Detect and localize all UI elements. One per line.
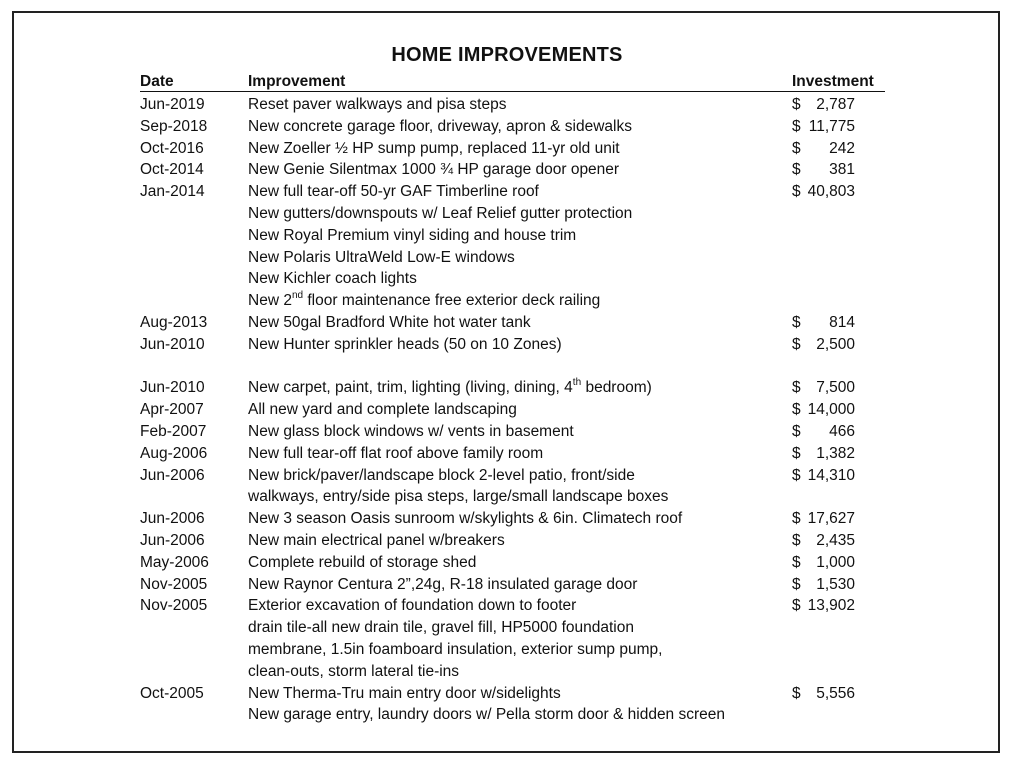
column-header-improvement: Improvement [248, 73, 346, 90]
row-improvement: New concrete garage floor, driveway, apron & sidewalks [248, 117, 632, 135]
row-improvement: Reset paver walkways and pisa steps [248, 96, 507, 113]
investment-amount: 11,775 [808, 117, 855, 135]
table-row [0, 508, 1014, 530]
row-improvement: New 2nd floor maintenance free exterior deck railing [248, 290, 601, 310]
currency-symbol: $ [792, 444, 801, 462]
row-improvement: New main electrical panel w/breakers [248, 531, 505, 549]
row-improvement: walkways, entry/side pisa steps, large/small landscape boxes [248, 488, 669, 506]
table-row [0, 421, 1014, 443]
row-improvement: membrane, 1.5in foamboard insulation, exterior sump pump, [248, 640, 663, 658]
investment-amount: 40,803 [807, 183, 855, 201]
table-row [0, 94, 1014, 116]
table-row [0, 138, 1014, 160]
investment-amount: 814 [829, 313, 855, 331]
table-row [0, 595, 1014, 617]
row-improvement: New Hunter sprinkler heads (50 on 10 Zones) [248, 335, 562, 353]
investment-amount: 381 [829, 161, 855, 179]
row-date: Apr-2007 [140, 401, 204, 419]
currency-symbol: $ [792, 401, 801, 419]
currency-symbol: $ [792, 510, 801, 528]
row-improvement: New carpet, paint, trim, lighting (living, dining, 4th bedroom) [248, 377, 652, 397]
currency-symbol: $ [792, 575, 801, 593]
currency-symbol: $ [792, 335, 801, 353]
row-date: Jun-2019 [140, 96, 205, 113]
table-row [0, 159, 1014, 181]
investment-amount: 2,500 [816, 335, 855, 353]
investment-amount: 17,627 [807, 510, 855, 528]
currency-symbol: $ [792, 96, 801, 113]
column-header-investment: Investment [792, 73, 874, 90]
row-improvement: New brick/paver/landscape block 2-level patio, front/side [248, 466, 635, 484]
investment-amount: 14,000 [807, 401, 855, 419]
currency-symbol: $ [792, 313, 801, 331]
table-row [0, 617, 1014, 639]
currency-symbol: $ [792, 597, 801, 615]
table-row [0, 465, 1014, 487]
row-date: Aug-2006 [140, 444, 208, 462]
table-row [0, 181, 1014, 203]
row-improvement: New gutters/downspouts w/ Leaf Relief gutter protection [248, 204, 633, 222]
row-date: Nov-2005 [140, 575, 208, 593]
row-date: Aug-2013 [140, 313, 208, 331]
row-spacer [0, 356, 1014, 378]
currency-symbol: $ [792, 183, 801, 201]
table-row [0, 203, 1014, 225]
row-date: Jun-2006 [140, 531, 205, 549]
table-row [0, 334, 1014, 356]
investment-amount: 1,530 [816, 575, 855, 593]
row-date: Jun-2010 [140, 379, 205, 397]
row-date: Nov-2005 [140, 597, 208, 615]
row-date: Oct-2014 [140, 161, 204, 179]
investment-amount: 14,310 [807, 466, 855, 484]
page-title: HOME IMPROVEMENTS [391, 44, 623, 66]
improvements-table [0, 94, 1014, 726]
table-row [0, 552, 1014, 574]
row-improvement: New Genie Silentmax 1000 ¾ HP garage door opener [248, 161, 620, 179]
investment-amount: 2,435 [816, 531, 855, 549]
row-improvement: New Zoeller ½ HP sump pump, replaced 11-yr old unit [248, 139, 620, 157]
row-improvement: New full tear-off 50-yr GAF Timberline roof [248, 183, 539, 201]
row-improvement: New Raynor Centura 2”,24g, R-18 insulated garage door [248, 575, 638, 593]
table-row [0, 486, 1014, 508]
row-date: May-2006 [140, 553, 209, 571]
table-row [0, 399, 1014, 421]
row-improvement: New Kichler coach lights [248, 270, 417, 288]
row-improvement: New glass block windows w/ vents in basement [248, 422, 574, 440]
currency-symbol: $ [792, 531, 801, 549]
table-row [0, 268, 1014, 290]
currency-symbol: $ [792, 379, 801, 397]
investment-amount: 1,000 [816, 553, 855, 571]
investment-amount: 5,556 [816, 684, 855, 702]
currency-symbol: $ [792, 139, 801, 157]
row-date: Oct-2016 [140, 139, 204, 157]
table-row [0, 225, 1014, 247]
table-row [0, 661, 1014, 683]
table-row [0, 116, 1014, 138]
table-row [0, 639, 1014, 661]
currency-symbol: $ [792, 553, 801, 571]
currency-symbol: $ [792, 466, 801, 484]
row-date: Feb-2007 [140, 422, 207, 440]
table-row [0, 290, 1014, 312]
row-improvement: New garage entry, laundry doors w/ Pella storm door & hidden screen [248, 706, 726, 724]
table-row [0, 574, 1014, 596]
table-row [0, 247, 1014, 269]
investment-amount: 466 [829, 422, 855, 440]
row-date: Jun-2006 [140, 510, 205, 528]
investment-amount: 2,787 [816, 96, 855, 113]
row-date: Jun-2006 [140, 466, 205, 484]
row-improvement: All new yard and complete landscaping [248, 401, 517, 419]
row-date: Oct-2005 [140, 684, 204, 702]
table-row [0, 704, 1014, 726]
row-improvement: drain tile-all new drain tile, gravel fill, HP5000 foundation [248, 619, 634, 637]
currency-symbol: $ [792, 422, 801, 440]
table-row [0, 443, 1014, 465]
currency-symbol: $ [792, 161, 801, 179]
currency-symbol: $ [792, 117, 801, 135]
investment-amount: 7,500 [816, 379, 855, 397]
row-improvement: New 3 season Oasis sunroom w/skylights & 6in. Climatech roof [248, 510, 683, 528]
investment-amount: 13,902 [807, 597, 855, 615]
table-row [0, 377, 1014, 399]
row-improvement: New full tear-off flat roof above family room [248, 444, 544, 462]
row-date: Sep-2018 [140, 117, 208, 135]
investment-amount: 1,382 [816, 444, 855, 462]
row-improvement: Complete rebuild of storage shed [248, 553, 477, 571]
header-underline [140, 91, 885, 92]
row-improvement: New Polaris UltraWeld Low-E windows [248, 248, 515, 266]
row-date: Jun-2010 [140, 335, 205, 353]
currency-symbol: $ [792, 684, 801, 702]
table-row [0, 530, 1014, 552]
table-row [0, 683, 1014, 705]
table-row [0, 312, 1014, 334]
investment-amount: 242 [829, 139, 855, 157]
row-improvement: New 50gal Bradford White hot water tank [248, 313, 531, 331]
row-improvement: Exterior excavation of foundation down to footer [248, 597, 577, 615]
row-improvement: clean-outs, storm lateral tie-ins [248, 662, 460, 680]
row-improvement: New Therma-Tru main entry door w/sidelights [248, 684, 561, 702]
row-improvement: New Royal Premium vinyl siding and house trim [248, 226, 577, 244]
row-date: Jan-2014 [140, 183, 205, 201]
column-header-date: Date [140, 73, 174, 90]
